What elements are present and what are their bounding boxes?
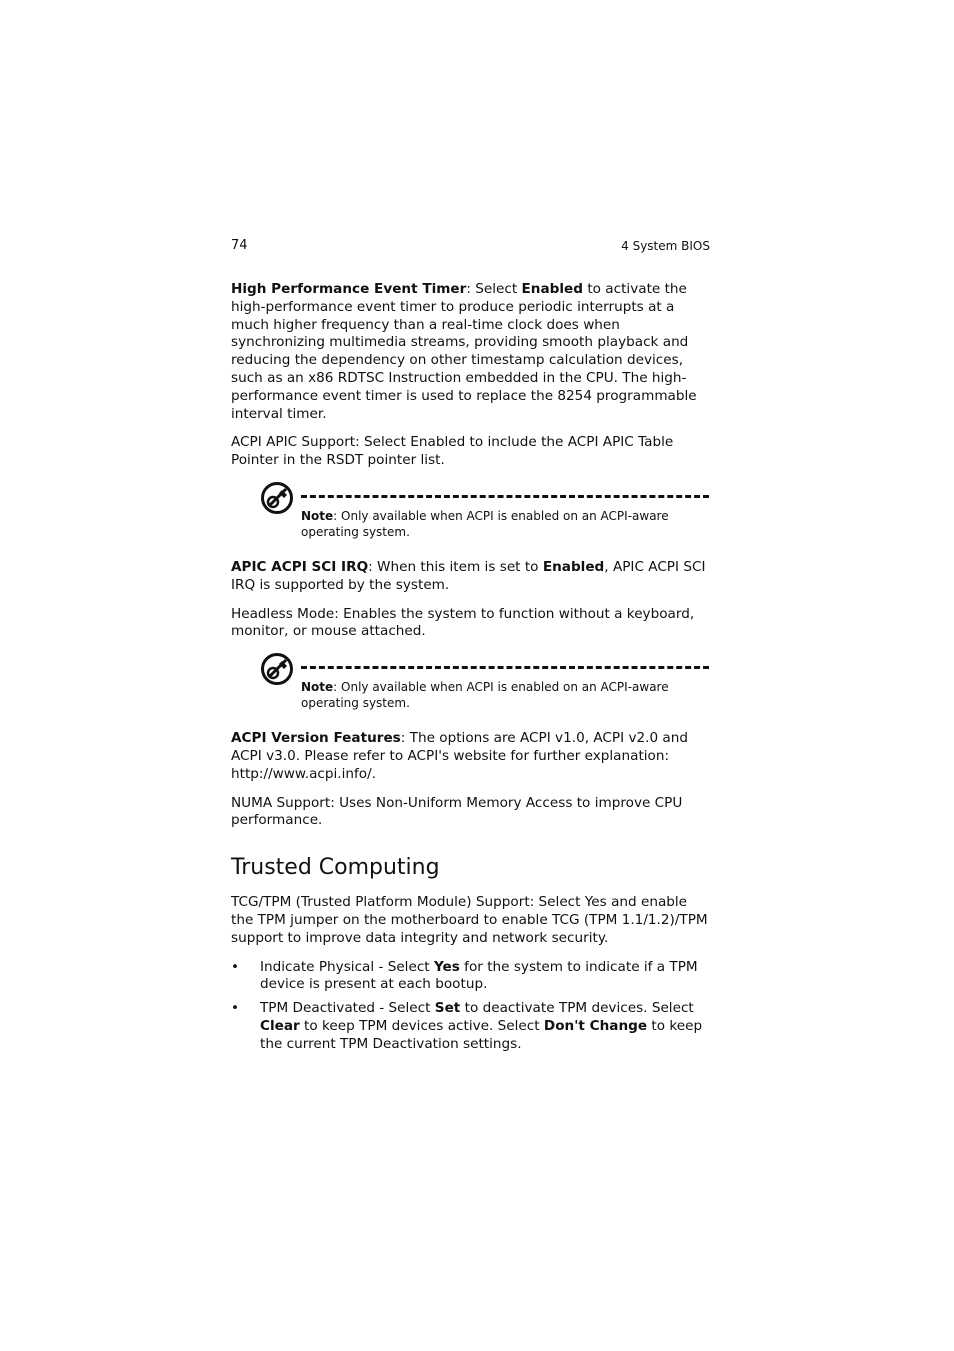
page-content <box>231 281 711 1060</box>
note-box <box>231 481 711 547</box>
term-enabled: Enabled <box>542 558 605 575</box>
note-box <box>231 652 711 718</box>
text: to deactivate TPM devices. Select <box>460 1000 694 1017</box>
bullet-icon: • <box>231 958 240 975</box>
text: to activate the high-performance event timer to produce periodic interrupts at a much higher frequency than a real-time clock does when synchronizing multimedia streams, providing smooth playback and reducing the dependency on other timestamp calculation devices, such as an x86 RDTSC Instruction embedded in the CPU. The high-performance event timer is used to replace the 8254 programmable interval timer. <box>231 281 697 422</box>
text: : The options are ACPI v1.0, ACPI v2.0 and ACPI v3.0. Please refer to ACPI's website for further explanation: http://www.acpi.info/. <box>231 730 689 782</box>
term-set: Set <box>434 1000 461 1017</box>
paragraph-sci-irq <box>231 559 711 595</box>
paragraph-tpm: TCG/TPM (Trusted Platform Module) Support: Select Yes and enable the TPM jumper on the motherboard to enable TCG (TPM 1.1/1.2)/TPM support to improve data integrity and network security. <box>231 894 708 946</box>
term-clear: Clear <box>260 1017 300 1034</box>
term-acpi-version: ACPI Version Features <box>231 730 401 747</box>
list-item <box>231 959 711 995</box>
note-pen-icon <box>260 652 294 686</box>
text: : Only available when ACPI is enabled on an ACPI-aware operating system. <box>301 508 669 539</box>
text: : Select <box>466 281 522 297</box>
paragraph-numa: NUMA Support: Uses Non-Uniform Memory Access to improve CPU performance. <box>231 794 683 829</box>
note-pen-icon <box>260 481 294 515</box>
text: : Only available when ACPI is enabled on an ACPI-aware operating system. <box>301 680 669 711</box>
term-enabled: Enabled <box>521 281 583 297</box>
term-yes: Yes <box>433 958 460 975</box>
note-text <box>301 679 701 711</box>
bullet-list <box>231 959 711 1054</box>
text: , APIC ACPI SCI IRQ is supported by the system. <box>231 558 706 593</box>
chapter-title: 4 System BIOS <box>621 239 710 253</box>
paragraph-acpi-version <box>231 730 711 783</box>
text: TPM Deactivated - Select <box>260 1000 435 1017</box>
section-heading: Trusted Computing <box>231 855 440 881</box>
bullet-icon: • <box>231 1000 240 1017</box>
list-item <box>231 1000 711 1053</box>
dashed-divider <box>301 495 709 498</box>
term-sci-irq: APIC ACPI SCI IRQ <box>231 558 369 575</box>
text: to keep TPM devices active. Select <box>299 1017 544 1034</box>
text: : When this item is set to <box>368 558 543 575</box>
page-number: 74 <box>231 238 248 253</box>
note-label: Note <box>301 680 334 695</box>
term-dont-change: Don't Change <box>543 1017 648 1034</box>
term-hpet: High Performance Event Timer <box>231 281 467 297</box>
note-text <box>301 508 701 540</box>
paragraph-hpet <box>231 281 711 423</box>
note-label: Note <box>301 508 334 523</box>
dashed-divider <box>301 666 709 669</box>
paragraph-headless: Headless Mode: Enables the system to function without a keyboard, monitor, or mouse attached. <box>231 605 695 640</box>
text: for the system to indicate if a TPM device is present at each bootup. <box>260 958 698 993</box>
text: to keep the current TPM Deactivation settings. <box>260 1017 703 1052</box>
text: Indicate Physical - Select <box>260 958 434 975</box>
paragraph-acpi-apic: ACPI APIC Support: Select Enabled to include the ACPI APIC Table Pointer in the RSDT pointer list. <box>231 434 674 469</box>
